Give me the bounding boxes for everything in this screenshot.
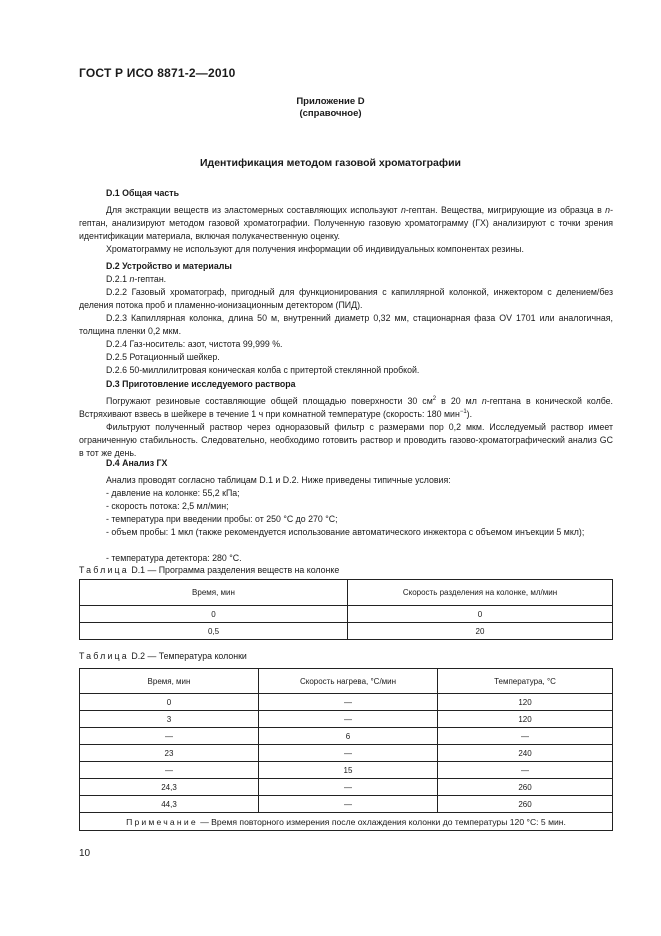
- list-item: - давление на колонке: 55,2 кПа;: [106, 488, 240, 498]
- section-d2-item5: D.2.5 Ротационный шейкер.: [106, 352, 220, 362]
- table-row: [80, 762, 613, 779]
- list-item: - температура при введении пробы: от 250 °С до 270 °С;: [106, 514, 338, 524]
- table-header-cell: Температура, °С: [438, 669, 613, 694]
- list-item: - объем пробы: 1 мкл (также рекомендуется использование автоматического инжектора с объемом инъекции 5 мкл);: [106, 527, 585, 537]
- table-cell: —: [438, 762, 613, 779]
- section-d2-item2: D.2.2 Газовый хроматограф, пригодный для функционирования с капиллярной колонкой, инжектором с делением/без деления потока проб и пламенно-ионизационным детектором (ПИД).: [79, 287, 613, 310]
- table-cell: 0,5: [80, 623, 348, 640]
- table-cell: —: [259, 694, 438, 711]
- section-d4-intro: Анализ проводят согласно таблицам D.1 и D.2. Ниже приведены типичные условия:: [106, 475, 451, 485]
- table-cell: 240: [438, 745, 613, 762]
- table-cell: 0: [348, 606, 613, 623]
- table-cell: 260: [438, 779, 613, 796]
- annex-title: Приложение D: [296, 96, 365, 107]
- section-d3-para1: Погружают резиновые составляющие общей площадью поверхности 30 $см^2$ в 20 мл n-гептана в конической колбе. Встряхивают взвесь в шейкере в течение 1 ч при комнатной температуре (скорость: 180 мин$^{-1}$).: [79, 396, 613, 419]
- section-d2-item4: D.2.4 Газ-носитель: азот, чистота 99,999 %.: [106, 339, 283, 349]
- table-row: [80, 796, 613, 813]
- section-d4-heading: D.4 Анализ ГХ: [106, 458, 168, 468]
- table-cell: 0: [80, 694, 259, 711]
- page-number: 10: [79, 848, 91, 859]
- table-header-cell: Время, мин: [80, 580, 348, 606]
- table-cell: 20: [348, 623, 613, 640]
- table-cell: —: [80, 762, 259, 779]
- section-d1-para1: Для экстракции веществ из эластомерных составляющих используют n-гептан. Вещества, мигрирующие из образца в n-гептан, анализируют методом газовой хроматографии. Полученную газовую хроматограмму (ГХ) анализируют с точки зрения идентификации материала, включая полукачественную оценку.: [79, 205, 614, 241]
- list-item: - температура детектора: 280 °С.: [106, 553, 242, 563]
- section-d2-heading: D.2 Устройство и материалы: [106, 261, 232, 271]
- table-header-cell: Время, мин: [80, 669, 259, 694]
- section-d2-item6: D.2.6 50-миллилитровая коническая колба с притертой стеклянной пробкой.: [106, 365, 420, 375]
- table-cell: —: [80, 728, 259, 745]
- table-cell: 3: [80, 711, 259, 728]
- table-cell: 23: [80, 745, 259, 762]
- table-row: [80, 728, 613, 745]
- table-cell: 44,3: [80, 796, 259, 813]
- section-d1-para2: Хроматограмму не используют для получения информации об индивидуальных компонентах резины.: [106, 244, 524, 254]
- table-row: [80, 779, 613, 796]
- table-header-cell: Скорость нагрева, °С/мин: [259, 669, 438, 694]
- table-row: [80, 606, 613, 623]
- table-row: [80, 694, 613, 711]
- table-row: [80, 711, 613, 728]
- table2-caption: Таблица D.2 — Температура колонки: [79, 651, 247, 661]
- table-cell: —: [259, 711, 438, 728]
- table-cell: —: [438, 728, 613, 745]
- table-cell: 120: [438, 694, 613, 711]
- table2: [79, 668, 613, 831]
- table1-caption: Таблица D.1 — Программа разделения веществ на колонке: [79, 565, 340, 575]
- table-header-row: [80, 580, 613, 606]
- table-cell: 24,3: [80, 779, 259, 796]
- table-cell: 15: [259, 762, 438, 779]
- annex-note: (справочное): [299, 108, 362, 119]
- section-d3-para2: Фильтруют полученный раствор через одноразовый фильтр с размерами пор 0,2 мкм. Исследуемый раствор имеет ограниченную стабильность. Следовательно, необходимо готовить раствор и проводить газово-хроматографический анализ GC в тот же день.: [79, 422, 613, 458]
- section-d2-item3: D.2.3 Капиллярная колонка, длина 50 м, внутренний диаметр 0,32 мм, стационарная фаза OV 1701 или аналогичная, толщина пленки 0,2 мкм.: [79, 313, 613, 336]
- section-d2-item1: D.2.1 n-гептан.: [106, 274, 167, 284]
- table-cell: 260: [438, 796, 613, 813]
- table-cell: —: [259, 745, 438, 762]
- list-item: - скорость потока: 2,5 мл/мин;: [106, 501, 229, 511]
- table-row: [80, 745, 613, 762]
- table-cell: 6: [259, 728, 438, 745]
- table-note: Примечание — Время повторного измерения после охлаждения колонки до температуры 120 °С: 5 мин.: [80, 813, 613, 831]
- standard-header: ГОСТ Р ИСО 8871-2—2010: [79, 66, 236, 80]
- table-header-row: [80, 669, 613, 694]
- table-cell: 120: [438, 711, 613, 728]
- table-cell: —: [259, 796, 438, 813]
- table-header-cell: Скорость разделения на колонке, мл/мин: [348, 580, 613, 606]
- document-title: Идентификация методом газовой хроматографии: [199, 157, 461, 169]
- table-row: [80, 623, 613, 640]
- table-cell: 0: [80, 606, 348, 623]
- table-note-row: [80, 813, 613, 831]
- table-cell: —: [259, 779, 438, 796]
- section-d3-heading: D.3 Приготовление исследуемого раствора: [106, 379, 296, 389]
- table1: [79, 579, 613, 640]
- section-d1-heading: D.1 Общая часть: [106, 188, 180, 198]
